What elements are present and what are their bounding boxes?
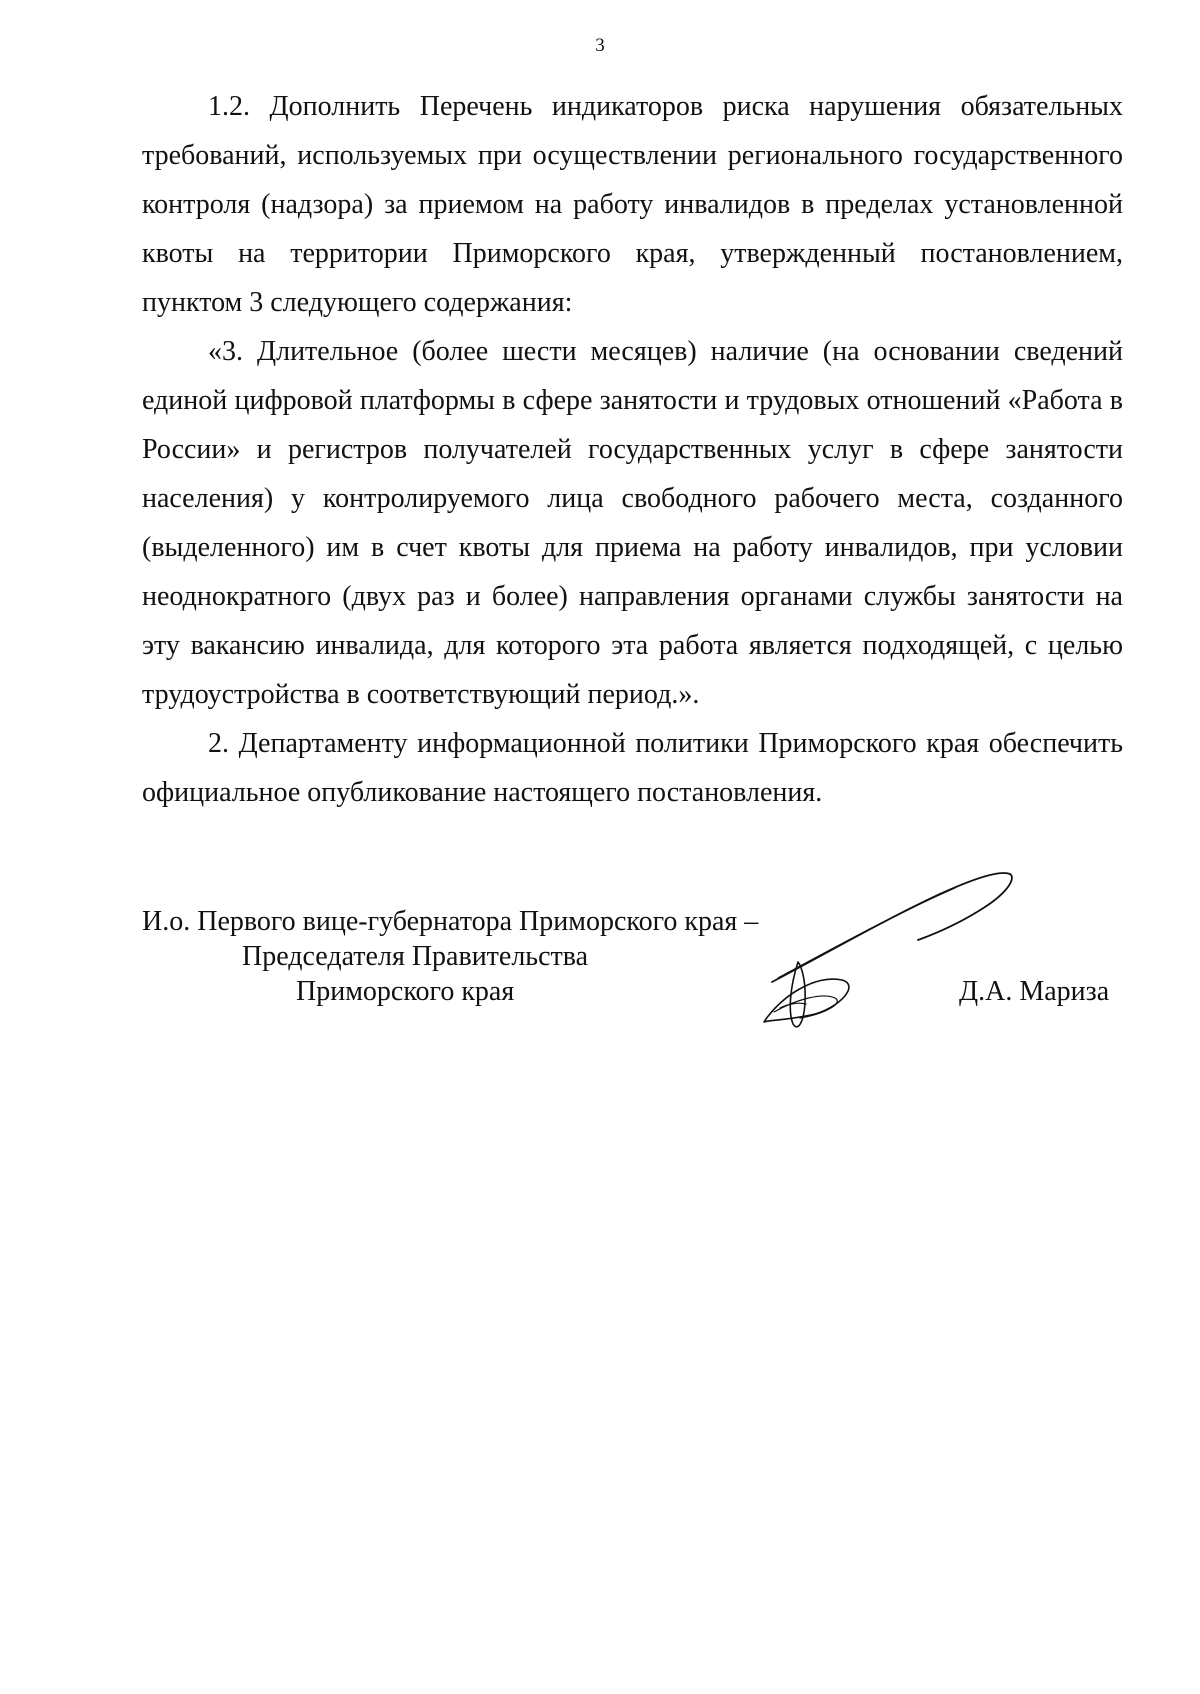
signer-name: Д.А. Мариза [959, 976, 1110, 1007]
signer-position-line-1: И.о. Первого вице-губернатора Приморского края – [142, 906, 759, 937]
paragraph-2: 2. Департаменту информационной политики Приморского края обеспечить официальное опубликование настоящего постановления. [142, 728, 1123, 808]
page-number: 3 [595, 35, 605, 56]
paragraph-1-2: 1.2. Дополнить Перечень индикаторов риска нарушения обязательных требований, используемых при осуществлении регионального государственного контроля (надзора) за приемом на работу инвалидов в пределах установленной квоты на территории Приморского края, утвержденный постановлением, пунктом 3 следующего содержания: [142, 91, 1123, 318]
signer-position-line-2: Председателя Правительства [242, 941, 589, 972]
handwritten-signature [760, 862, 1020, 1032]
signer-position-line-3: Приморского края [296, 976, 515, 1007]
paragraph-indicator-3: «3. Длительное (более шести месяцев) наличие (на основании сведений единой цифровой платформы в сфере занятости и трудовых отношений «Работа в России» и регистров получателей государственных услуг в сфере занятости населения) у контролируемого лица свободного рабочего места, созданного (выделенного) им в счет квоты для приема на работу инвалидов, при условии неоднократного (двух раз и более) направления органами службы занятости на эту вакансию инвалида, для которого эта работа является подходящей, с целью трудоустройства в соответствующий период.». [142, 336, 1123, 710]
document-body [142, 82, 1123, 817]
